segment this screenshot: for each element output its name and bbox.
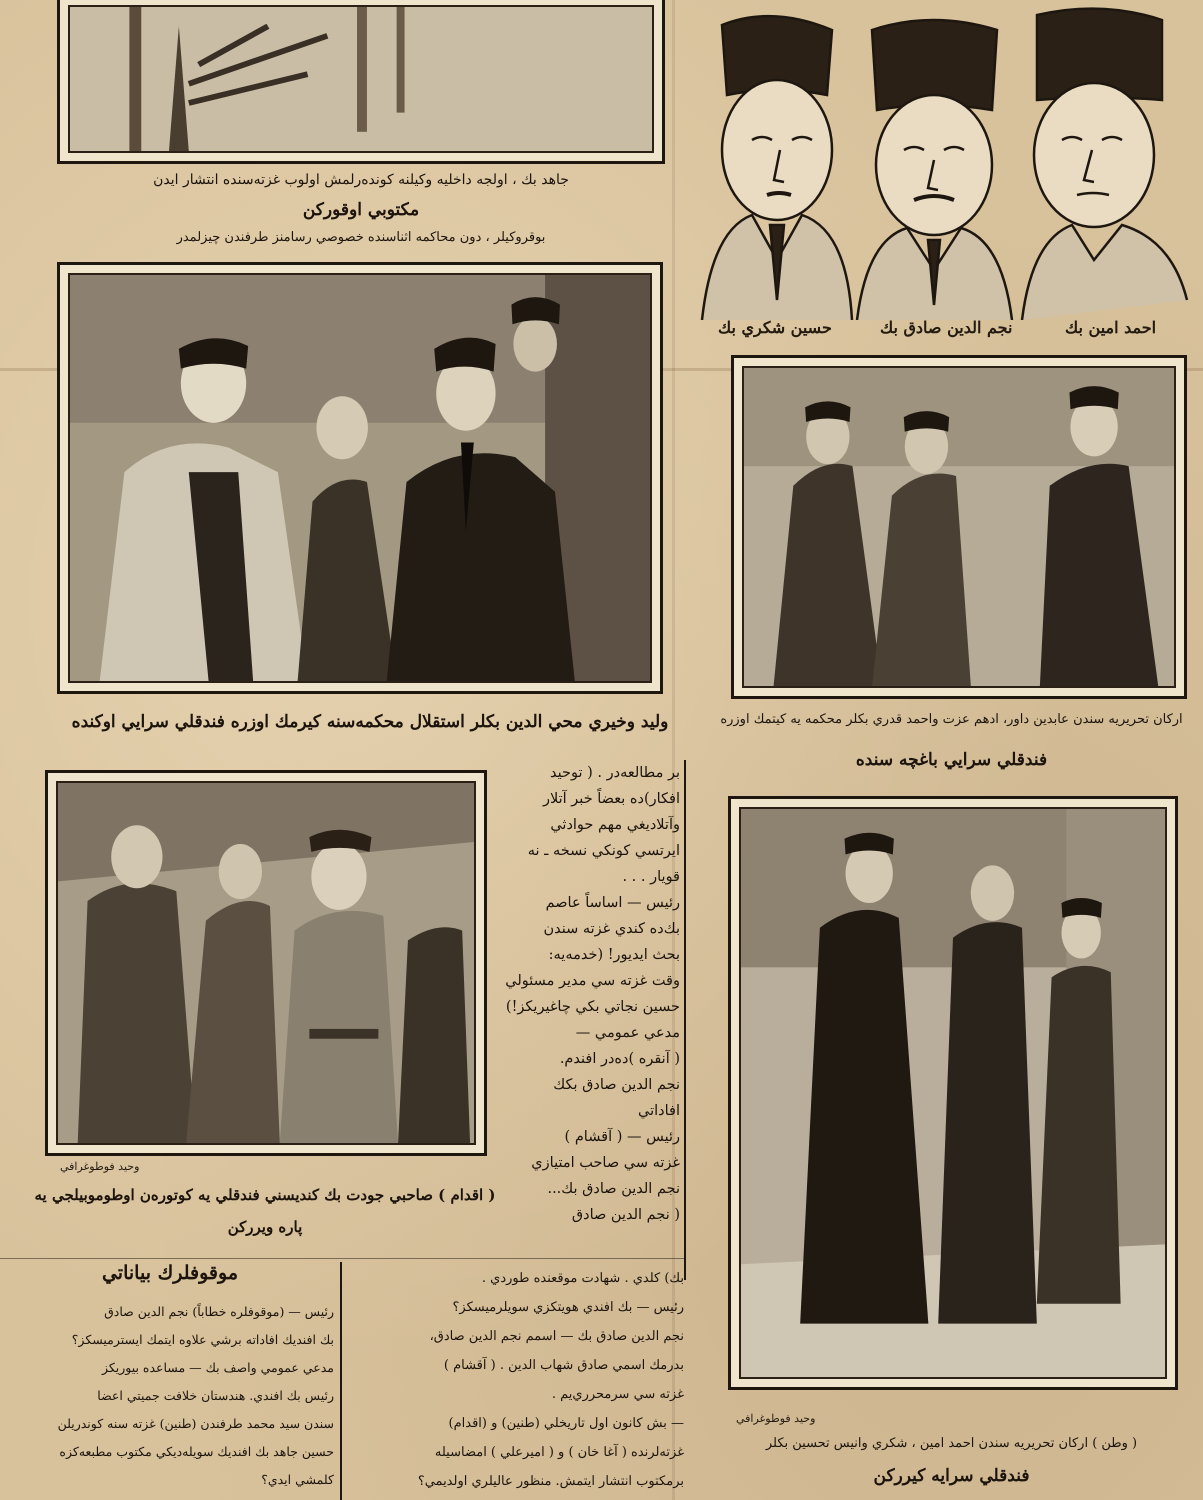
section-heading: موقوفلرك بياناتي: [101, 1262, 239, 1284]
column-line: وقت غزته سي مدير مسئولي: [505, 973, 680, 989]
portrait-drawing: [1022, 9, 1187, 320]
photo-middle-right: [731, 355, 1187, 699]
column-line: غزته سي صاحب امتيازي: [531, 1155, 680, 1171]
photo-top-left: [57, 0, 665, 164]
caption-top-left-3: بوقروكيلر ، دون محاكمه اثناسنده خصوصي رسامنز طرفندن چيزلمدر: [176, 230, 546, 245]
column-line: كلمشي ايدي؟: [261, 1472, 334, 1487]
portrait-name-1: احمد امين بك: [1065, 318, 1157, 337]
column-line: بك افنديك افاداته برشي علاوه ايتمك ايسترميسكز؟: [71, 1332, 334, 1347]
column-line: غزته‌لرنده ( آغا خان ) و ( اميرعلي ) امضاسيله: [434, 1445, 684, 1460]
caption-middle-right-2: فندقلي سرايي باغچه سنده: [855, 750, 1048, 770]
column-line: بدرمك اسمي صادق شهاب الدين . ( آقشام ): [443, 1358, 684, 1373]
column-rule: [340, 1262, 342, 1500]
column-line: وآتلاديغي مهم حوادثي: [550, 817, 680, 833]
photo-credit-left: وحيد فوطوغرافي: [60, 1160, 140, 1173]
column-line: ( نجم الدين صادق: [571, 1207, 680, 1223]
column-rule: [684, 760, 686, 1280]
column-line: — بش كانون اول تاريخلي (طنين) و (اقدام): [448, 1416, 684, 1431]
column-line: نجم الدين صادق بك — اسمم نجم الدين صادق،: [429, 1329, 684, 1344]
column-line: بك) كلدي . شهادت موقعنده طوردي .: [481, 1271, 684, 1286]
column-line: ايرتسي كونكي نسخه ـ نه: [527, 843, 680, 859]
photo-credit-right: وحيد فوطوغرافي: [736, 1412, 816, 1425]
column-line: برمكتوب انتشار ايتمش. منظور عاليلري اولديمي؟: [417, 1474, 684, 1489]
column-line: حسين نجاتي بكي چاغيريكز!): [505, 999, 680, 1015]
caption-bottom-left-2: پاره ويرركن: [227, 1218, 303, 1236]
article-column-bottom-left: [4, 1298, 334, 1494]
column-line: بك‌ده كندي غزته سندن: [543, 921, 680, 937]
caption-middle-right-1: اركان تحريريه سندن عابدين داور، ادهم عزت واحمد قدري بكلر محكمه يه كيتمك اوزره: [720, 712, 1183, 727]
caption-middle-left: وليد وخيري محي الدين بكلر استقلال محكمەسنه كيرمك اوزره فندقلي سرايي اوكنده: [71, 712, 669, 732]
photo-bottom-left: [45, 770, 487, 1156]
column-line: رئيس بك افندي. هندستان خلافت جميتي اعضا: [97, 1388, 334, 1403]
caption-bottom-right-2: فندقلي سرايه كيرركن: [873, 1466, 1030, 1486]
article-column-middle: [494, 760, 680, 1228]
column-line: مدعي عمومي واصف بك — مساعده بيوريكز: [101, 1360, 334, 1375]
column-line: غزته سي سرمحرري‌يم .: [551, 1387, 684, 1402]
column-line: نجم الدين صادق بك...: [547, 1181, 680, 1197]
column-line: رئيس — اساساً عاصم: [545, 895, 680, 911]
column-line: بحث ايديور! (خدمه‌يه:: [548, 947, 680, 963]
caption-top-left-1: جاهد بك ، اولجه داخليه وكيلنه كوندەرلمش اولوب غزتەسنده انتشار ايدن: [153, 172, 569, 188]
column-line: حسين جاهد بك افنديك سويله‌ديكي مكتوب مطبعه‌كزه: [59, 1444, 334, 1459]
photo-middle-left: [57, 262, 663, 694]
column-line: رئيس — بك افندي هويتكزي سويلرميسكز؟: [452, 1300, 684, 1315]
column-line: رئيس — (موقوفلره خطاباً) نجم الدين صادق: [104, 1304, 334, 1319]
column-line: افكار)ده بعضاً خبر آتلار: [542, 791, 680, 807]
portrait-sketches: [682, 0, 1197, 320]
column-line: ( آنقره )ده‌در افندم.: [559, 1051, 680, 1067]
portrait-drawing: [702, 16, 852, 320]
caption-top-left-2: مكتوبي اوقوركن: [302, 200, 420, 220]
portrait-name-3: حسين شكري بك: [718, 318, 832, 337]
caption-bottom-left-1: ( اقدام ) صاحبي جودت بك كندیسني فندقلي يه كوتورەن اوطوموبيلجي يه: [34, 1186, 496, 1204]
column-rule: [0, 1258, 685, 1259]
column-line: نجم الدين صادق بكك: [553, 1077, 680, 1093]
article-column-bottom-middle: [348, 1264, 684, 1496]
column-line: سندن سيد محمد طرفندن (طنين) غزته سنه كوندريلن: [57, 1416, 334, 1431]
portrait-name-2: نجم الدين صادق بك: [880, 318, 1013, 337]
column-line: بر مطالعه‌در . ( توحيد: [550, 765, 680, 781]
portrait-drawing: [857, 20, 1012, 320]
photo-bottom-right: [728, 796, 1178, 1390]
caption-bottom-right-1: ( وطن ) اركان تحريريه سندن احمد امين ، شكري وانيس تحسين بكلر: [765, 1436, 1138, 1451]
column-line: رئيس — ( آقشام ): [564, 1129, 680, 1145]
column-line: قويار . . .: [622, 869, 680, 885]
column-line: افاداتي: [638, 1103, 680, 1119]
column-line: مدعي عمومي —: [575, 1025, 680, 1041]
